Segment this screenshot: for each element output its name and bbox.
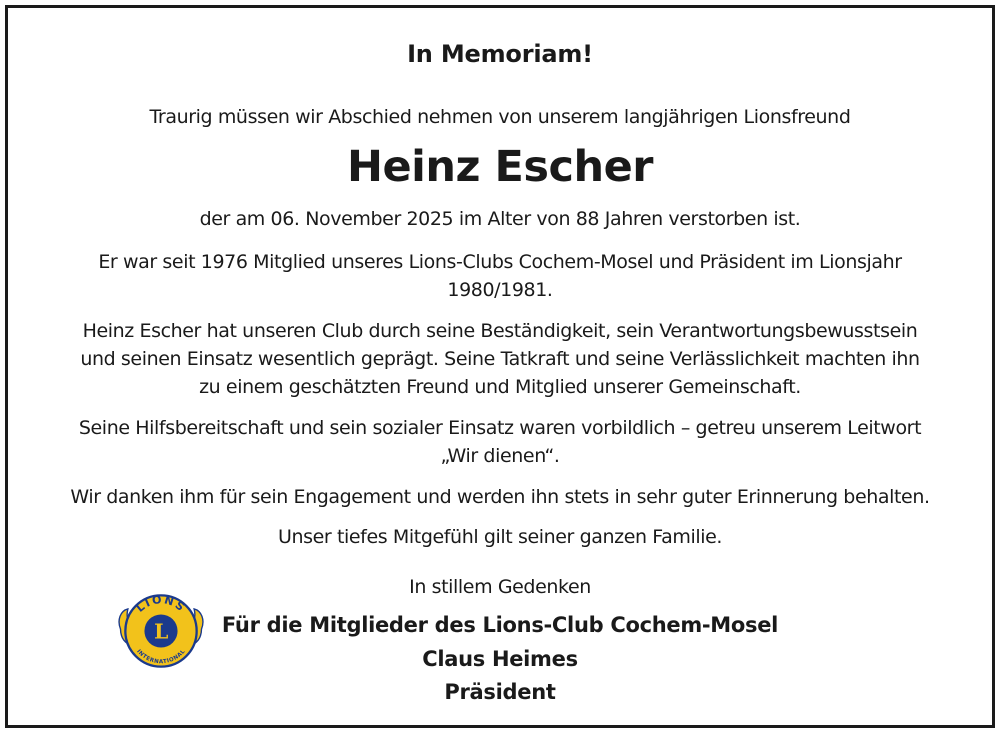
logo-bottom-text: INTERNATIONAL: [135, 648, 187, 666]
signature-role: Präsident: [444, 680, 556, 704]
tribute-line-2: und seinen Einsatz wesentlich geprägt. Seine Tatkraft und seine Verlässlichkeit machten ihn: [80, 348, 920, 370]
logo-letter: L: [154, 619, 168, 644]
condolence-text: Unser tiefes Mitgefühl gilt seiner ganzen Familie.: [277, 526, 723, 548]
membership-line-2: 1980/1981.: [447, 279, 553, 301]
tribute-line-3: zu einem geschätzten Freund und Mitglied unserer Gemeinschaft.: [199, 376, 801, 398]
helpfulness-line-1: Seine Hilfsbereitschaft und sein sozialer Einsatz waren vorbildlich – getreu unserem Leitwort: [78, 417, 922, 439]
intro-text: Traurig müssen wir Abschied nehmen von unserem langjährigen Lionsfreund: [149, 106, 851, 128]
closing-text: In stillem Gedenken: [409, 576, 591, 598]
deceased-name: Heinz Escher: [347, 142, 653, 192]
tribute-line-1: Heinz Escher hat unseren Club durch seine Beständigkeit, sein Verantwortungsbewusstsein: [82, 320, 918, 342]
helpfulness-line-2: „Wir dienen“.: [440, 445, 560, 467]
death-date-text: der am 06. November 2025 im Alter von 88 Jahren verstorben ist.: [199, 208, 801, 230]
lions-logo-icon: [115, 585, 207, 677]
membership-line-1: Er war seit 1976 Mitglied unseres Lions-Clubs Cochem-Mosel und Präsident im Lionsjahr: [98, 251, 902, 273]
signature-name: Claus Heimes: [422, 647, 578, 671]
signature-organization: Für die Mitglieder des Lions-Club Cochem-Mosel: [221, 613, 779, 637]
notice-title: In Memoriam!: [407, 40, 593, 68]
obituary-notice: [5, 5, 995, 728]
logo-top-text: LIONS: [133, 593, 189, 615]
thanks-text: Wir danken ihm für sein Engagement und werden ihn stets in sehr guter Erinnerung behalten.: [70, 486, 930, 508]
